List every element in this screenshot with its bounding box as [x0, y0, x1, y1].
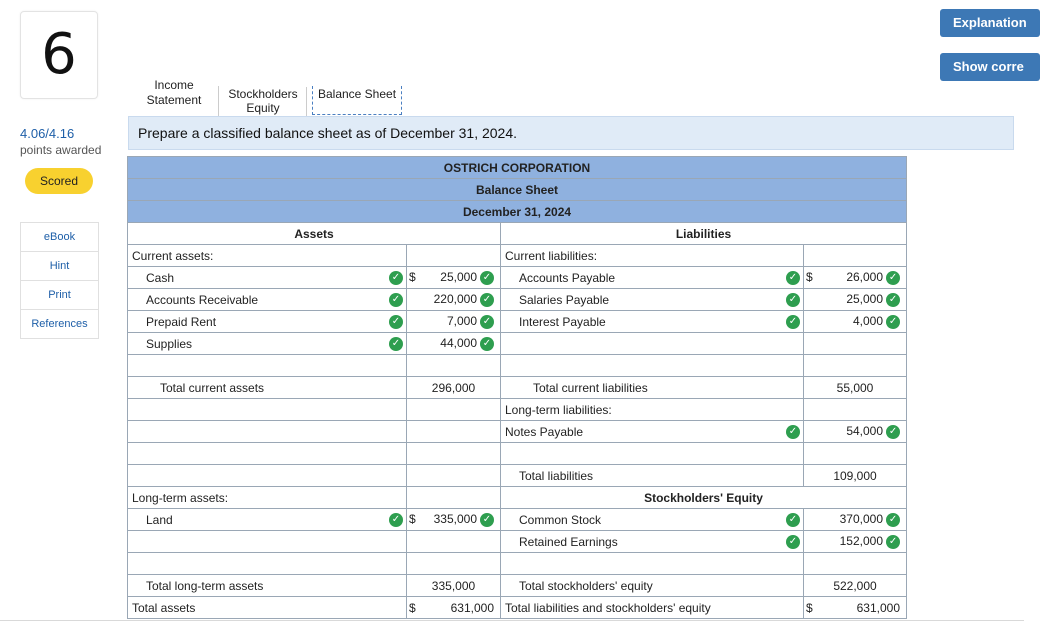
ar-cell[interactable]	[407, 289, 501, 311]
balance-sheet-table	[127, 156, 907, 619]
land-cell[interactable]	[407, 509, 501, 531]
land-row-label[interactable]	[128, 509, 407, 531]
check-icon: ✓	[886, 513, 900, 527]
total-current-assets-value: 296,000	[407, 377, 501, 399]
land-value: 335,000	[433, 512, 477, 527]
ap-label: Accounts Payable	[519, 270, 616, 285]
supplies-cell[interactable]	[407, 333, 501, 355]
check-icon: ✓	[480, 293, 494, 307]
points-label: points awarded	[20, 143, 102, 157]
scored-badge: Scored	[25, 168, 93, 194]
retained-row-label[interactable]	[501, 531, 804, 553]
check-icon: ✓	[786, 535, 800, 549]
check-icon: ✓	[786, 425, 800, 439]
empty-cell[interactable]	[501, 443, 804, 465]
empty-cell[interactable]	[804, 333, 907, 355]
empty-cell[interactable]	[128, 531, 407, 553]
retained-label: Retained Earnings	[519, 534, 618, 549]
tab-income-statement[interactable]	[130, 78, 219, 116]
total-le-cell	[804, 597, 907, 619]
empty-cell[interactable]	[407, 245, 501, 267]
salaries-cell[interactable]	[804, 289, 907, 311]
notes-label: Notes Payable	[505, 424, 584, 439]
tab-stockholders-equity[interactable]	[220, 87, 307, 117]
total-lt-assets-value: 335,000	[407, 575, 501, 597]
current-assets-label[interactable]: Current assets:	[128, 245, 407, 267]
total-assets-label: Total assets	[128, 597, 407, 619]
print-link[interactable]: Print	[21, 281, 98, 310]
ap-cell[interactable]	[804, 267, 907, 289]
empty-cell[interactable]	[804, 355, 907, 377]
notes-cell[interactable]	[804, 421, 907, 443]
check-icon: ✓	[480, 337, 494, 351]
empty-cell[interactable]	[407, 443, 501, 465]
interest-value: 4,000	[852, 314, 884, 329]
sheet-date: December 31, 2024	[128, 201, 907, 223]
total-liabilities-value: 109,000	[804, 465, 907, 487]
check-icon: ✓	[786, 315, 800, 329]
salaries-row-label[interactable]	[501, 289, 804, 311]
empty-cell[interactable]	[128, 399, 407, 421]
currency-symbol: $	[806, 270, 813, 285]
prepaid-cell[interactable]	[407, 311, 501, 333]
empty-cell[interactable]	[128, 355, 407, 377]
salaries-value: 25,000	[846, 292, 884, 307]
ar-label: Accounts Receivable	[146, 292, 259, 307]
notes-row-label[interactable]	[501, 421, 804, 443]
empty-cell[interactable]	[501, 355, 804, 377]
hint-link[interactable]: Hint	[21, 252, 98, 281]
empty-cell[interactable]	[804, 553, 907, 575]
supplies-label: Supplies	[146, 336, 193, 351]
empty-cell[interactable]	[128, 553, 407, 575]
empty-cell[interactable]	[128, 443, 407, 465]
question-number: 6	[20, 11, 98, 99]
assets-header: Assets	[128, 223, 501, 245]
total-le-value: 631,000	[856, 600, 901, 615]
common-cell[interactable]	[804, 509, 907, 531]
total-current-assets-label: Total current assets	[128, 377, 407, 399]
check-icon: ✓	[886, 425, 900, 439]
check-icon: ✓	[886, 315, 900, 329]
check-icon: ✓	[389, 293, 403, 307]
interest-label: Interest Payable	[519, 314, 606, 329]
tools-panel	[20, 222, 99, 339]
empty-cell[interactable]	[407, 465, 501, 487]
check-icon: ✓	[886, 271, 900, 285]
sheet-title: Balance Sheet	[128, 179, 907, 201]
common-label: Common Stock	[519, 512, 602, 527]
check-icon: ✓	[886, 535, 900, 549]
se-header: Stockholders' Equity	[501, 487, 907, 509]
empty-cell[interactable]	[128, 465, 407, 487]
explanation-button[interactable]: Explanation	[940, 9, 1040, 37]
total-se-value: 522,000	[804, 575, 907, 597]
ar-row-label[interactable]	[128, 289, 407, 311]
instruction-text: Prepare a classified balance sheet as of December 31, 2024.	[128, 116, 1014, 150]
check-icon: ✓	[480, 271, 494, 285]
ap-value: 26,000	[846, 270, 884, 285]
empty-cell[interactable]	[501, 333, 804, 355]
cash-value: 25,000	[440, 270, 477, 285]
check-icon: ✓	[389, 315, 403, 329]
cash-label: Cash	[146, 270, 175, 285]
currency-symbol: $	[409, 512, 416, 527]
check-icon: ✓	[480, 315, 494, 329]
empty-cell[interactable]	[407, 355, 501, 377]
show-correct-button[interactable]: Show corre	[940, 53, 1040, 81]
tab-income-bottom: Statement	[146, 93, 202, 107]
empty-cell[interactable]	[804, 443, 907, 465]
ebook-link[interactable]: eBook	[21, 223, 98, 252]
common-value: 370,000	[839, 512, 884, 527]
total-assets-cell	[407, 597, 501, 619]
salaries-label: Salaries Payable	[519, 292, 610, 307]
points-value: 4.06/4.16	[20, 126, 75, 141]
long-term-liabilities-label[interactable]: Long-term liabilities:	[501, 399, 804, 421]
total-liabilities-label: Total liabilities	[501, 465, 804, 487]
check-icon: ✓	[480, 513, 494, 527]
current-liabilities-label[interactable]: Current liabilities:	[501, 245, 804, 267]
total-lt-assets-label: Total long-term assets	[128, 575, 407, 597]
check-icon: ✓	[389, 513, 403, 527]
total-current-liabilities-label: Total current liabilities	[501, 377, 804, 399]
cash-cell[interactable]	[407, 267, 501, 289]
total-se-label: Total stockholders' equity	[501, 575, 804, 597]
empty-cell[interactable]	[501, 553, 804, 575]
check-icon: ✓	[786, 293, 800, 307]
check-icon: ✓	[389, 271, 403, 285]
empty-cell[interactable]	[407, 421, 501, 443]
notes-value: 54,000	[846, 424, 884, 439]
ap-row-label[interactable]	[501, 267, 804, 289]
prepaid-row-label[interactable]	[128, 311, 407, 333]
long-term-assets-label[interactable]: Long-term assets:	[128, 487, 407, 509]
empty-cell[interactable]	[407, 487, 501, 509]
prepaid-value: 7,000	[446, 314, 477, 329]
land-label: Land	[146, 512, 173, 527]
empty-cell[interactable]	[804, 399, 907, 421]
retained-value: 152,000	[839, 534, 884, 549]
cash-row-label[interactable]	[128, 267, 407, 289]
tab-income-top: Income	[154, 78, 194, 92]
total-current-liabilities-value: 55,000	[804, 377, 907, 399]
empty-cell[interactable]	[128, 421, 407, 443]
tab-balance-sheet[interactable]: Balance Sheet	[312, 86, 402, 115]
empty-cell[interactable]	[407, 553, 501, 575]
empty-cell[interactable]	[407, 531, 501, 553]
supplies-row-label[interactable]	[128, 333, 407, 355]
check-icon: ✓	[786, 513, 800, 527]
currency-symbol: $	[409, 600, 416, 615]
currency-symbol: $	[806, 600, 813, 615]
total-le-label: Total liabilities and stockholders' equity	[501, 597, 804, 619]
retained-cell[interactable]	[804, 531, 907, 553]
empty-cell[interactable]	[407, 399, 501, 421]
check-icon: ✓	[786, 271, 800, 285]
interest-cell[interactable]	[804, 311, 907, 333]
currency-symbol: $	[409, 270, 416, 285]
common-row-label[interactable]	[501, 509, 804, 531]
page-bottom-divider	[0, 620, 1024, 621]
tab-stockholders-bottom: Equity	[246, 101, 280, 115]
ar-value: 220,000	[433, 292, 477, 307]
total-assets-value: 631,000	[450, 600, 494, 615]
check-icon: ✓	[886, 293, 900, 307]
empty-cell[interactable]	[804, 245, 907, 267]
check-icon: ✓	[389, 337, 403, 351]
tab-stockholders-top: Stockholders	[228, 87, 298, 101]
supplies-value: 44,000	[440, 336, 477, 351]
liabilities-header: Liabilities	[501, 223, 907, 245]
prepaid-label: Prepaid Rent	[146, 314, 217, 329]
company-name: OSTRICH CORPORATION	[128, 157, 907, 179]
interest-row-label[interactable]	[501, 311, 804, 333]
references-link[interactable]: References	[31, 318, 88, 330]
